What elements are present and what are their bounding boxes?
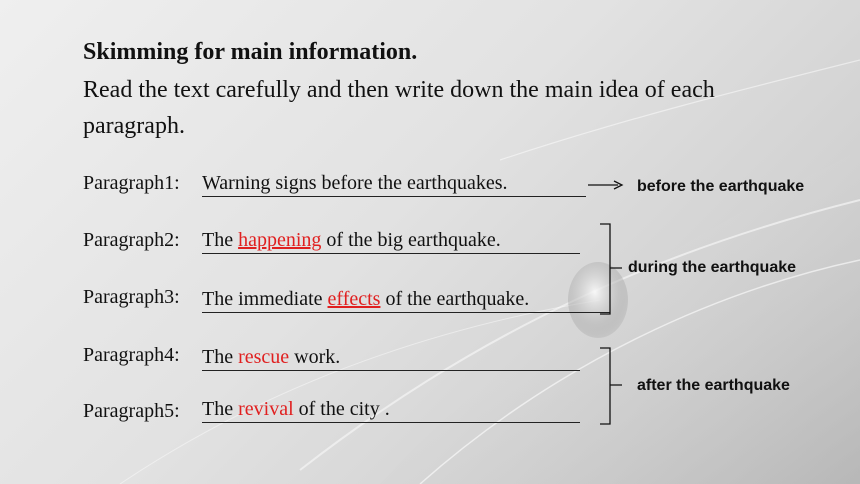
paragraph-5-answer: The revival of the city .	[202, 398, 390, 420]
paragraph-3-keyword: effects	[327, 288, 381, 310]
label-during-earthquake: during the earthquake	[628, 259, 797, 276]
paragraph-2-keyword: happening	[238, 229, 322, 251]
bracket-after	[600, 348, 622, 424]
label-before-earthquake: before the earthquake	[637, 178, 805, 195]
paragraph-1-answer: Warning signs before the earthquakes.	[202, 172, 508, 194]
bracket-during	[600, 224, 622, 314]
slide-heading: Skimming for main information.	[83, 39, 418, 65]
instruction-text: Read the text carefully and then write down the main idea of each paragraph.	[83, 77, 715, 139]
paragraph-2-answer: The happening of the big earthquake.	[202, 229, 501, 251]
paragraph-3-label: Paragraph3:	[83, 286, 180, 308]
paragraph-4-label: Paragraph4:	[83, 344, 180, 366]
paragraph-4-answer: The rescue work.	[202, 346, 341, 368]
paragraph-3-answer: The immediate effects of the earthquake.	[202, 288, 530, 310]
paragraph-2-label: Paragraph2:	[83, 229, 180, 251]
label-after-earthquake: after the earthquake	[637, 377, 790, 394]
paragraph-1-label: Paragraph1:	[83, 172, 180, 194]
paragraph-5-label: Paragraph5:	[83, 400, 180, 422]
paragraph-5-keyword: revival	[238, 398, 294, 420]
paragraph-4-keyword: rescue	[238, 346, 290, 368]
arrow-icon	[588, 181, 622, 189]
